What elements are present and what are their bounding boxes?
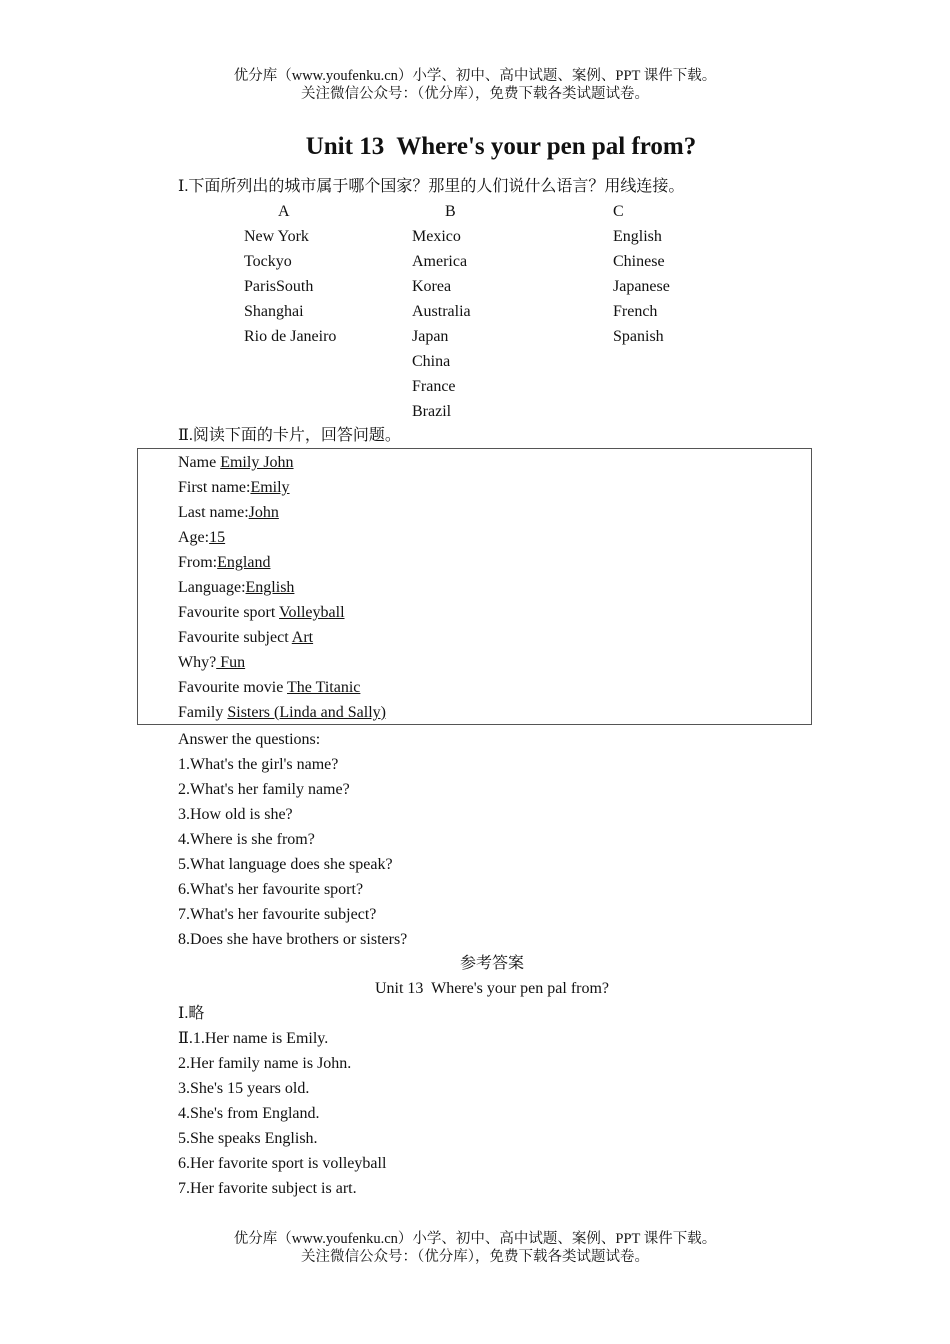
card-value: 15 — [209, 529, 226, 546]
question-item: 2.What's her family name? — [178, 781, 350, 798]
document-title: Unit 13 Where's your pen pal from? — [305, 133, 697, 160]
answer-item: Ⅱ.1.Her name is Emily. — [178, 1030, 329, 1047]
card-value: Sisters (Linda and Sally) — [227, 704, 386, 721]
card-label: Last name: — [178, 504, 249, 521]
card-value: Emily — [250, 479, 290, 496]
answer-item: 7.Her favorite subject is art. — [178, 1180, 357, 1197]
question-item: 4.Where is she from? — [178, 831, 315, 848]
country-item: Mexico — [412, 228, 461, 245]
question-item: 7.What's her favourite subject? — [178, 906, 377, 923]
card-label: First name: — [178, 479, 251, 496]
language-item: Japanese — [613, 278, 670, 295]
header-line-2: 关注微信公众号：（优分库），免费下载各类试题试卷。 — [301, 86, 649, 102]
city-item: Rio de Janeiro — [244, 328, 337, 345]
language-item: Spanish — [613, 328, 664, 345]
card-value: Art — [291, 629, 314, 646]
section2-instruction: Ⅱ.阅读下面的卡片，回答问题。 — [178, 427, 401, 444]
column-b-head: B — [445, 203, 456, 220]
answer-item: 3.She's 15 years old. — [178, 1080, 310, 1097]
country-item: Brazil — [412, 403, 452, 420]
card-label: Family — [178, 704, 228, 721]
card-row-favourite-subject — [178, 628, 386, 653]
answer-item: 6.Her favorite sport is volleyball — [178, 1155, 387, 1172]
answer-key — [178, 1004, 386, 1204]
country-item: France — [412, 378, 456, 395]
card-row-favourite-movie — [178, 678, 386, 703]
city-list — [244, 227, 336, 352]
footer-line-2: 关注微信公众号：（优分库），免费下载各类试题试卷。 — [301, 1249, 649, 1265]
column-c-head: C — [613, 203, 624, 220]
footer-line-1: 优分库（www.youfenku.cn）小学、初中、高中试题、案例、PPT 课件下载。 — [233, 1231, 717, 1247]
page-header-top — [0, 67, 950, 103]
question-item: 5.What language does she speak? — [178, 856, 393, 873]
column-a-heading — [278, 202, 290, 227]
card-row-language — [178, 578, 386, 603]
city-item: ParisSouth — [244, 278, 314, 295]
card-label: Language: — [178, 579, 246, 596]
card-row-first-name — [178, 478, 386, 503]
card-label: Favourite sport — [178, 604, 280, 621]
question-item: 3.How old is she? — [178, 806, 293, 823]
card-value: England — [217, 554, 271, 571]
card-label: Favourite movie — [178, 679, 288, 696]
answers-subtitle: Unit 13 Where's your pen pal from? — [374, 980, 610, 997]
card-row-last-name — [178, 503, 386, 528]
city-item: New York — [244, 228, 309, 245]
card-value: Volleyball — [279, 604, 345, 621]
answer-prompt: Answer the questions: — [178, 731, 321, 748]
card-value: Emily John — [220, 454, 294, 471]
column-b-heading — [445, 202, 456, 227]
card-row-why — [178, 653, 386, 678]
card-value: Fun — [216, 654, 246, 671]
card-label: Name — [178, 454, 221, 471]
card-row-name — [178, 453, 386, 478]
card-row-age — [178, 528, 386, 553]
answer-item: 2.Her family name is John. — [178, 1055, 352, 1072]
country-item: Japan — [412, 328, 449, 345]
answers-heading: 参考答案 — [459, 955, 524, 972]
questions-section — [178, 730, 407, 955]
country-item: America — [412, 253, 468, 270]
question-item: 8.Does she have brothers or sisters? — [178, 931, 408, 948]
language-list — [613, 227, 670, 352]
country-item: Korea — [412, 278, 452, 295]
card-row-from — [178, 553, 386, 578]
card-fields — [178, 453, 386, 728]
column-c-heading — [613, 202, 624, 227]
card-label: Why? — [178, 654, 217, 671]
card-value: John — [248, 504, 279, 521]
city-item: Shanghai — [244, 303, 304, 320]
answer-item: 4.She's from England. — [178, 1105, 320, 1122]
question-item: 6.What's her favourite sport? — [178, 881, 364, 898]
language-item: French — [613, 303, 658, 320]
column-a-head: A — [278, 203, 290, 220]
city-item: Tockyo — [244, 253, 292, 270]
question-item: 1.What's the girl's name? — [178, 756, 339, 773]
header-line-1: 优分库（www.youfenku.cn）小学、初中、高中试题、案例、PPT 课件下载。 — [233, 68, 717, 84]
country-item: Australia — [412, 303, 471, 320]
card-label: Favourite subject — [178, 629, 292, 646]
card-label: Age: — [178, 529, 210, 546]
country-item: China — [412, 353, 451, 370]
answer-part1: Ⅰ.略 — [178, 1005, 205, 1022]
card-row-favourite-sport — [178, 603, 386, 628]
section1-instruction: Ⅰ.下面所列出的城市属于哪个国家？那里的人们说什么语言？用线连接。 — [178, 178, 685, 195]
card-value: The Titanic — [287, 679, 361, 696]
language-item: English — [613, 228, 662, 245]
pen-pal-card — [137, 448, 812, 725]
language-item: Chinese — [613, 253, 665, 270]
answer-item: 5.She speaks English. — [178, 1130, 318, 1147]
page-footer — [0, 1230, 950, 1266]
card-label: From: — [178, 554, 218, 571]
card-value: English — [245, 579, 295, 596]
country-list — [412, 227, 471, 427]
card-row-family — [178, 703, 386, 728]
